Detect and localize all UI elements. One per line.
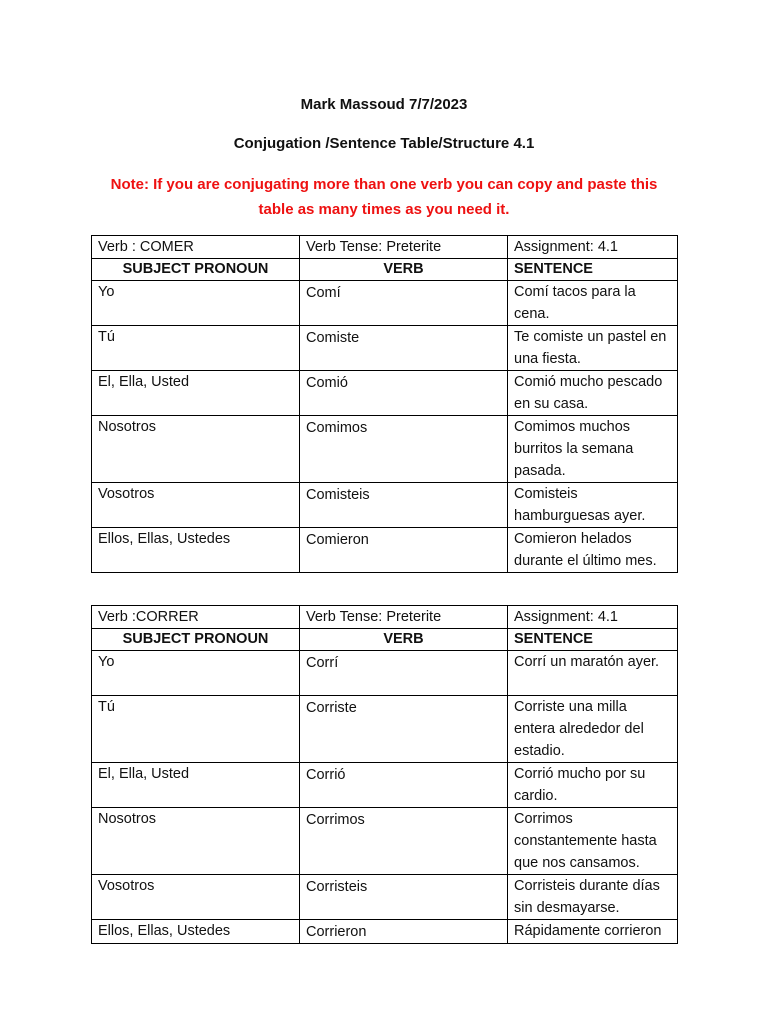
table-row <box>92 763 678 808</box>
table-row <box>92 416 678 483</box>
table-row <box>92 528 678 573</box>
verb-cell: Corristeis <box>300 875 508 920</box>
table-row <box>92 371 678 416</box>
verb-cell: Comí <box>300 281 508 326</box>
column-header-pronoun: SUBJECT PRONOUN <box>92 259 300 281</box>
table-row <box>92 808 678 875</box>
verb-cell: Comió <box>300 371 508 416</box>
document-title: Conjugation /Sentence Table/Structure 4.1 <box>233 135 535 152</box>
verb-cell: Corrió <box>300 763 508 808</box>
table-row <box>92 875 678 920</box>
verb-cell: Comisteis <box>300 483 508 528</box>
pronoun-cell: Tú <box>92 326 300 371</box>
table-row <box>92 920 678 944</box>
assignment-label-cell: Assignment: 4.1 <box>508 606 678 629</box>
column-header-sentence: SENTENCE <box>508 629 678 651</box>
sentence-cell: Corrí un maratón ayer. <box>508 651 678 696</box>
pronoun-cell: Tú <box>92 696 300 763</box>
assignment-label-cell: Assignment: 4.1 <box>508 236 678 259</box>
verb-cell: Corrimos <box>300 808 508 875</box>
instruction-note: Note: If you are conjugating more than one verb you can copy and paste this table as many times as you need it. <box>110 176 658 218</box>
verb-cell: Comiste <box>300 326 508 371</box>
verb-cell: Comieron <box>300 528 508 573</box>
verb-cell: Comimos <box>300 416 508 483</box>
table-header-row <box>92 629 678 651</box>
author-date-line: Mark Massoud 7/7/2023 <box>300 96 468 113</box>
sentence-cell: Corrimos constantemente hasta que nos cansamos. <box>508 808 678 875</box>
verb-cell: Corrí <box>300 651 508 696</box>
column-header-verb: VERB <box>300 629 508 651</box>
verb-label-cell: Verb :CORRER <box>92 606 300 629</box>
sentence-cell: Te comiste un pastel en una fiesta. <box>508 326 678 371</box>
sentence-cell: Corristeis durante días sin desmayarse. <box>508 875 678 920</box>
sentence-cell: Corrió mucho por su cardio. <box>508 763 678 808</box>
verb-label-cell: Verb : COMER <box>92 236 300 259</box>
sentence-cell: Comisteis hamburguesas ayer. <box>508 483 678 528</box>
pronoun-cell: Nosotros <box>92 416 300 483</box>
verb-cell: Corrieron <box>300 920 508 944</box>
sentence-cell: Rápidamente corrieron <box>508 920 678 944</box>
pronoun-cell: Ellos, Ellas, Ustedes <box>92 920 300 944</box>
sentence-cell: Comió mucho pescado en su casa. <box>508 371 678 416</box>
conjugation-table-correr <box>91 605 678 944</box>
sentence-cell: Comí tacos para la cena. <box>508 281 678 326</box>
table-meta-row <box>92 606 678 629</box>
pronoun-cell: Yo <box>92 281 300 326</box>
column-header-sentence: SENTENCE <box>508 259 678 281</box>
column-header-pronoun: SUBJECT PRONOUN <box>92 629 300 651</box>
table-row <box>92 651 678 696</box>
table-row <box>92 281 678 326</box>
pronoun-cell: Vosotros <box>92 483 300 528</box>
table-header-row <box>92 259 678 281</box>
table-row <box>92 326 678 371</box>
sentence-cell: Comieron helados durante el último mes. <box>508 528 678 573</box>
sentence-cell: Comimos muchos burritos la semana pasada. <box>508 416 678 483</box>
pronoun-cell: Yo <box>92 651 300 696</box>
sentence-cell: Corriste una milla entera alrededor del estadio. <box>508 696 678 763</box>
table-row <box>92 483 678 528</box>
tense-label-cell: Verb Tense: Preterite <box>300 236 508 259</box>
pronoun-cell: Vosotros <box>92 875 300 920</box>
pronoun-cell: El, Ella, Usted <box>92 371 300 416</box>
table-row <box>92 696 678 763</box>
pronoun-cell: Ellos, Ellas, Ustedes <box>92 528 300 573</box>
column-header-verb: VERB <box>300 259 508 281</box>
conjugation-table-comer <box>91 235 678 573</box>
verb-cell: Corriste <box>300 696 508 763</box>
pronoun-cell: Nosotros <box>92 808 300 875</box>
pronoun-cell: El, Ella, Usted <box>92 763 300 808</box>
tense-label-cell: Verb Tense: Preterite <box>300 606 508 629</box>
table-meta-row <box>92 236 678 259</box>
